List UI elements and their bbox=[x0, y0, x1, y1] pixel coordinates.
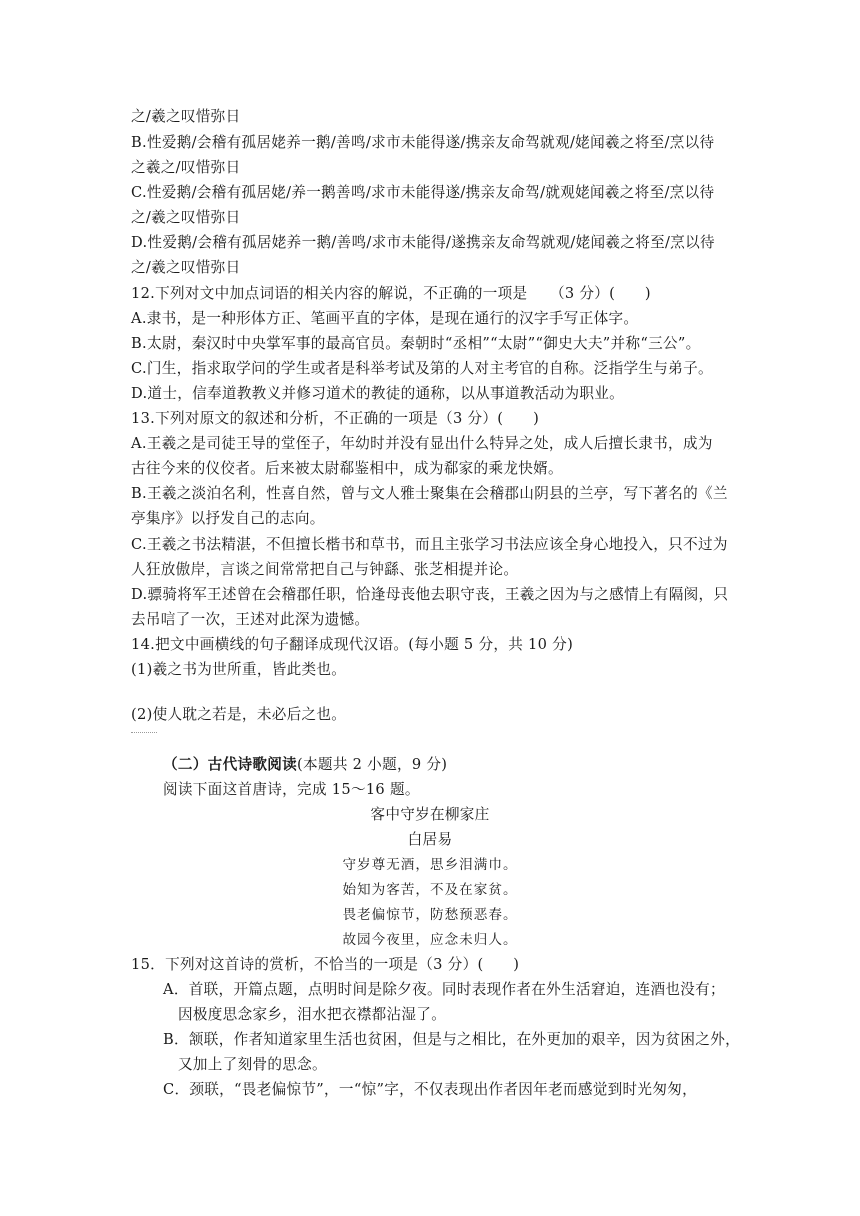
q15-option-a-line2: 因极度思念家乡，泪水把衣襟都沾湿了。 bbox=[178, 1006, 447, 1023]
section-heading-note: (本题共 2 小题，9 分) bbox=[297, 756, 448, 773]
q13-option-a-line2: 古往今来的仪佼者。后来被太尉郗鉴相中，成为郗家的乘龙快婿。 bbox=[131, 460, 563, 477]
q13-option-b-line2: 亭集序》以抒发自己的志向。 bbox=[131, 510, 325, 527]
poem-line-2: 始知为客苦，不及在家贫。 bbox=[342, 882, 518, 898]
section-heading bbox=[163, 756, 763, 774]
q12-option-c: C.门生，指求取学问的学生或者是科举考试及第的人对主考官的自称。泛指学生与弟子。 bbox=[131, 360, 713, 377]
option-b-line2: 之羲之/叹惜弥日 bbox=[131, 159, 241, 176]
poem-line-1: 守岁尊无酒，思乡泪满巾。 bbox=[342, 857, 518, 873]
poem-title: 客中守岁在柳家庄 bbox=[370, 806, 490, 823]
q13-option-d-line2: 去吊唁了一次，王述对此深为遗憾。 bbox=[131, 611, 370, 628]
q15-option-c-line1: C．颈联，“畏老偏惊节”，一“惊”字，不仅表现出作者因年老而感觉到时光匆匆， bbox=[163, 1081, 698, 1098]
option-b-line1: B.性爱鹅/会稽有孤居姥养一鹅/善鸣/求市未能得遂/携亲友命驾就观/姥闻羲之将至/烹以待 bbox=[131, 134, 715, 151]
q15-option-a-line1: A．首联，开篇点题，点明时间是除夕夜。同时表现作者在外生活窘迫，连酒也没有； bbox=[163, 981, 725, 998]
poem-author: 白居易 bbox=[407, 831, 453, 848]
question-12-stem: 12.下列对文中加点词语的相关内容的解说，不正确的一项是 （3 分）( ) bbox=[131, 285, 651, 302]
q12-option-b: B.太尉，秦汉时中央掌军事的最高官员。秦朝时“丞相”“太尉”“御史大夫”并称“三公”。 bbox=[131, 335, 701, 352]
question-15-stem: 15．下列对这首诗的赏析，不恰当的一项是（3 分）( ) bbox=[131, 956, 520, 973]
poem-line-3: 畏老偏惊节，防愁预恶春。 bbox=[342, 907, 518, 923]
q13-option-b-line1: B.王羲之淡泊名利，性喜自然，曾与文人雅士聚集在会稽郡山阴县的兰亭，写下著名的《兰 bbox=[131, 485, 728, 502]
section-intro: 阅读下面这首唐诗，完成 15～16 题。 bbox=[163, 781, 420, 798]
dotted-separator bbox=[131, 732, 157, 733]
q13-option-a-line1: A.王羲之是司徒王导的堂侄子，年幼时并没有显出什么特异之处，成人后擅长隶书，成为 bbox=[131, 435, 713, 452]
option-c-line2: 之/羲之叹惜弥日 bbox=[131, 209, 241, 226]
q15-option-b-line1: B．颔联，作者知道家里生活也贫困，但是与之相比，在外更加的艰辛，因为贫困之外， bbox=[163, 1031, 740, 1048]
q14-sentence-2: (2)使人耽之若是，未必后之也。 bbox=[131, 706, 347, 723]
section-heading-bold: （二）古代诗歌阅读 bbox=[163, 756, 298, 773]
q13-option-c-line2: 人狂放傲岸，言谈之间常常把自己与钟繇、张芝相提并论。 bbox=[131, 561, 519, 578]
q14-sentence-1: (1)羲之书为世所重，皆此类也。 bbox=[131, 661, 347, 678]
option-c-line1: C.性爱鹅/会稽有孤居姥/养一鹅善鸣/求市未能得遂/携亲友命驾/就观姥闻羲之将至/烹以待 bbox=[131, 184, 715, 201]
option-d-line1: D.性爱鹅/会稽有孤居姥养一鹅/善鸣/求市未能得/遂携亲友命驾就观/姥闻羲之将至/烹以待 bbox=[131, 234, 715, 251]
poem-line-4: 故园今夜里，应念未归人。 bbox=[342, 932, 518, 948]
question-14-stem: 14.把文中画横线的句子翻译成现代汉语。(每小题 5 分，共 10 分) bbox=[131, 636, 574, 653]
q12-option-a: A.隶书，是一种形体方正、笔画平直的字体，是现在通行的汉字手写正体字。 bbox=[131, 310, 639, 327]
option-a-continuation: 之/羲之叹惜弥日 bbox=[131, 108, 241, 125]
q15-option-b-line2: 又加上了刻骨的思念。 bbox=[178, 1056, 327, 1073]
q12-option-d: D.道士，信奉道教教义并修习道术的教徒的通称，以从事道教活动为职业。 bbox=[131, 385, 625, 402]
question-13-stem: 13.下列对原文的叙述和分析，不正确的一项是（3 分）( ) bbox=[131, 410, 540, 427]
option-d-line2: 之/羲之叹惜弥日 bbox=[131, 259, 241, 276]
q13-option-d-line1: D.骠骑将军王述曾在会稽郡任职，恰逢母丧他去职守丧，王羲之因为与之感情上有隔阂，只 bbox=[131, 586, 729, 603]
q13-option-c-line1: C.王羲之书法精湛，不但擅长楷书和草书，而且主张学习书法应该全身心地投入，只不过为 bbox=[131, 536, 728, 553]
